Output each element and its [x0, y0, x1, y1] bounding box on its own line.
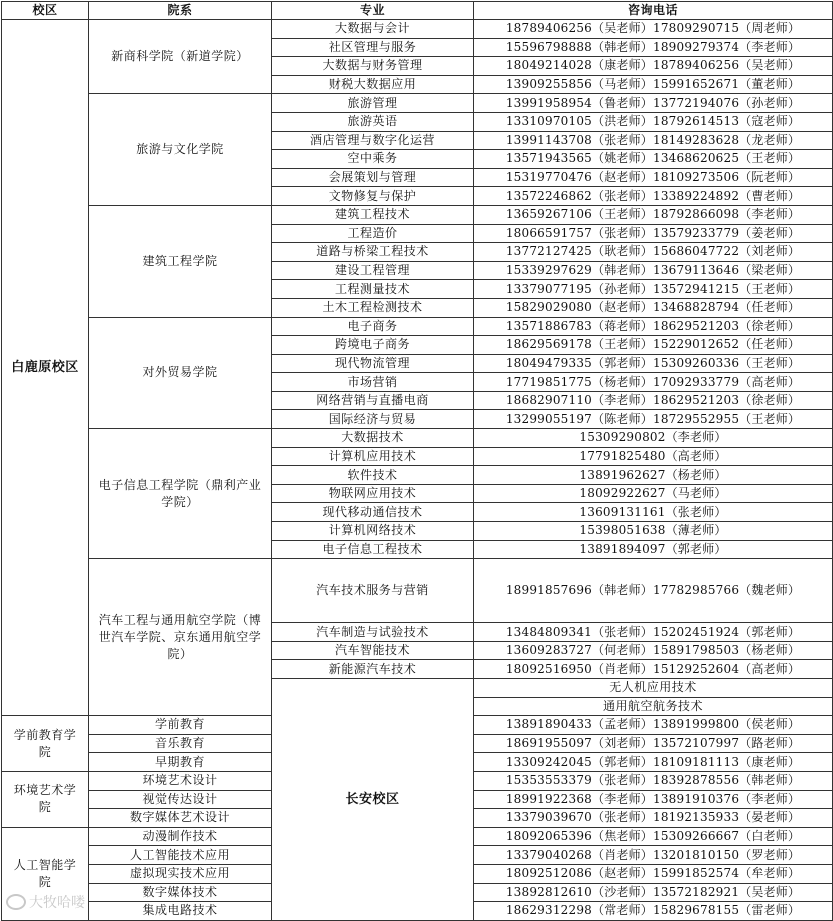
- table-row: [2, 559, 833, 623]
- phone-cell: 13892812610（沙老师）13572182921（吴老师）: [474, 883, 833, 902]
- major-cell: 软件技术: [272, 466, 474, 485]
- watermark-text: 大牧哈喽: [29, 895, 85, 911]
- phone-cell: 17791825480（高老师）: [474, 447, 833, 466]
- major-cell: 电子信息工程技术: [272, 540, 474, 559]
- major-cell: 土木工程检测技术: [272, 298, 474, 317]
- phone-cell: 15353553379（张老师）18392878556（韩老师）: [474, 771, 833, 790]
- table-row: [2, 317, 833, 336]
- major-cell: 建设工程管理: [272, 261, 474, 280]
- phone-cell: 13659267106（王老师）18792866098（李老师）: [474, 205, 833, 224]
- major-cell: 计算机应用技术: [272, 447, 474, 466]
- college-cell: 环境艺术学院: [2, 771, 89, 827]
- phone-cell: 18049479335（郭老师）15309260336（王老师）: [474, 354, 833, 373]
- phone-cell: 13379039670（张老师）18192135933（晏老师）: [474, 809, 833, 828]
- phone-cell: 13379077195（孙老师）13572941215（王老师）: [474, 280, 833, 299]
- major-cell: 跨境电子商务: [272, 336, 474, 355]
- college-cell: 汽车工程与通用航空学院（博世汽车学院、京东通用航空学院）: [89, 559, 272, 716]
- phone-cell: 15596798888（韩老师）18909279374（李老师）: [474, 38, 833, 57]
- major-cell: 道路与桥梁工程技术: [272, 243, 474, 262]
- phone-cell: 13309242045（郭老师）18109181113（康老师）: [474, 753, 833, 772]
- college-cell: 学前教育学院: [2, 716, 89, 772]
- major-cell: 虚拟现实技术应用: [89, 864, 272, 883]
- phone-cell: 18049214028（康老师）18789406256（吴老师）: [474, 57, 833, 76]
- major-cell: 网络营销与直播电商: [272, 391, 474, 410]
- major-cell: 大数据与会计: [272, 20, 474, 39]
- phone-cell: 13310970105（洪老师）18792614513（寇老师）: [474, 112, 833, 131]
- phone-cell: 13572246862（张老师）13389224892（曹老师）: [474, 187, 833, 206]
- phone-cell: 13609131161（张老师）: [474, 503, 833, 522]
- major-cell: 会展策划与管理: [272, 168, 474, 187]
- phone-cell: 13891890433（孟老师）13891999800（侯老师）: [474, 716, 833, 735]
- phone-cell: 13609283727（何老师）15891798503（杨老师）: [474, 641, 833, 660]
- major-cell: 建筑工程技术: [272, 205, 474, 224]
- phone-cell: 13571943565（姚老师）13468620625（王老师）: [474, 150, 833, 169]
- college-cell: 旅游与文化学院: [89, 94, 272, 206]
- table-row: [2, 205, 833, 224]
- phone-cell: 13484809341（张老师）15202451924（郭老师）: [474, 623, 833, 642]
- major-cell: 人工智能技术应用: [89, 846, 272, 865]
- phone-cell: 13772127425（耿老师）15686047722（刘老师）: [474, 243, 833, 262]
- major-cell: 通用航空航务技术: [474, 697, 833, 716]
- major-cell: 数字媒体技术: [89, 883, 272, 902]
- major-cell: 数字媒体艺术设计: [89, 809, 272, 828]
- major-cell: 市场营销: [272, 373, 474, 392]
- major-cell: 汽车制造与试验技术: [272, 623, 474, 642]
- college-cell: 新商科学院（新道学院）: [89, 20, 272, 94]
- major-cell: 新能源汽车技术: [272, 660, 474, 679]
- phone-cell: 13891962627（杨老师）: [474, 466, 833, 485]
- major-cell: 工程造价: [272, 224, 474, 243]
- major-cell: 旅游英语: [272, 112, 474, 131]
- watermark: [6, 892, 85, 912]
- major-cell: 环境艺术设计: [89, 771, 272, 790]
- phone-cell: 15339297629（韩老师）13679113646（梁老师）: [474, 261, 833, 280]
- phone-cell: 13379040268（肖老师）13201810150（罗老师）: [474, 846, 833, 865]
- header-phone: 咨询电话: [474, 2, 833, 20]
- phone-cell: 18629569178（王老师）15229012652（任老师）: [474, 336, 833, 355]
- phone-cell: 15309290802（李老师）: [474, 429, 833, 448]
- phone-cell: 13571886783（蒋老师）18629521203（徐老师）: [474, 317, 833, 336]
- header-college: 院系: [89, 2, 272, 20]
- major-cell: 现代物流管理: [272, 354, 474, 373]
- logo-icon: [6, 894, 26, 910]
- major-cell: 物联网应用技术: [272, 484, 474, 503]
- college-cell: 建筑工程学院: [89, 205, 272, 317]
- phone-cell: 13909255856（马老师）15991652671（董老师）: [474, 75, 833, 94]
- phone-cell: 13299055197（陈老师）18729552955（王老师）: [474, 410, 833, 429]
- major-cell: 视觉传达设计: [89, 790, 272, 809]
- phone-cell: 17719851775（杨老师）17092933779（高老师）: [474, 373, 833, 392]
- phone-cell: 18691955097（刘老师）13572107997（路老师）: [474, 734, 833, 753]
- header-row: [2, 2, 833, 20]
- college-cell: 对外贸易学院: [89, 317, 272, 429]
- phone-cell: 15398051638（薄老师）: [474, 522, 833, 541]
- phone-cell: 18092512086（赵老师）15991852574（牟老师）: [474, 864, 833, 883]
- header-major: 专业: [272, 2, 474, 20]
- major-cell: 汽车技术服务与营销: [272, 559, 474, 623]
- campus-cell: 长安校区: [272, 679, 474, 921]
- major-cell: 集成电路技术: [89, 902, 272, 921]
- phone-cell: 18629312298（常老师）15829678155（雷老师）: [474, 902, 833, 921]
- phone-cell: 13991958954（鲁老师）13772194076（孙老师）: [474, 94, 833, 113]
- major-cell: 动漫制作技术: [89, 827, 272, 846]
- major-cell: 空中乘务: [272, 150, 474, 169]
- table-row: [2, 94, 833, 113]
- phone-cell: 18092922627（马老师）: [474, 484, 833, 503]
- phone-cell: 18991922368（李老师）13891910376（李老师）: [474, 790, 833, 809]
- header-campus: 校区: [2, 2, 89, 20]
- major-cell: 现代移动通信技术: [272, 503, 474, 522]
- major-cell: 大数据技术: [272, 429, 474, 448]
- major-cell: 国际经济与贸易: [272, 410, 474, 429]
- major-cell: 酒店管理与数字化运营: [272, 131, 474, 150]
- phone-cell: 18789406256（吴老师）17809290715（周老师）: [474, 20, 833, 39]
- major-cell: 计算机网络技术: [272, 522, 474, 541]
- major-cell: 文物修复与保护: [272, 187, 474, 206]
- major-cell: 社区管理与服务: [272, 38, 474, 57]
- phone-cell: 18066591757（张老师）13579233779（姜老师）: [474, 224, 833, 243]
- phone-cell: 15829029080（赵老师）13468828794（任老师）: [474, 298, 833, 317]
- phone-cell: 18682907110（李老师）18629521203（徐老师）: [474, 391, 833, 410]
- major-cell: 早期教育: [89, 753, 272, 772]
- phone-cell: 18991857696（韩老师）17782985766（魏老师）: [474, 559, 833, 623]
- major-cell: 音乐教育: [89, 734, 272, 753]
- consultation-table: [1, 1, 833, 921]
- college-cell: 人工智能学院: [2, 827, 89, 920]
- major-cell: 工程测量技术: [272, 280, 474, 299]
- major-cell: 财税大数据应用: [272, 75, 474, 94]
- table-row: [2, 429, 833, 448]
- page: [1, 1, 832, 921]
- major-cell: 学前教育: [89, 716, 272, 735]
- major-cell: 无人机应用技术: [474, 679, 833, 698]
- major-cell: 旅游管理: [272, 94, 474, 113]
- phone-cell: 18092516950（肖老师）15129252604（高老师）: [474, 660, 833, 679]
- major-cell: 大数据与财务管理: [272, 57, 474, 76]
- phone-cell: 18092065396（焦老师）15309266667（白老师）: [474, 827, 833, 846]
- major-cell: 汽车智能技术: [272, 641, 474, 660]
- phone-cell: 15319770476（赵老师）18109273506（阮老师）: [474, 168, 833, 187]
- major-cell: 电子商务: [272, 317, 474, 336]
- phone-cell: 13991143708（张老师）18149283628（龙老师）: [474, 131, 833, 150]
- college-cell: 电子信息工程学院（鼎利产业学院）: [89, 429, 272, 559]
- table-row: [2, 20, 833, 39]
- campus-cell: 白鹿原校区: [2, 20, 89, 716]
- phone-cell: 13891894097（郭老师）: [474, 540, 833, 559]
